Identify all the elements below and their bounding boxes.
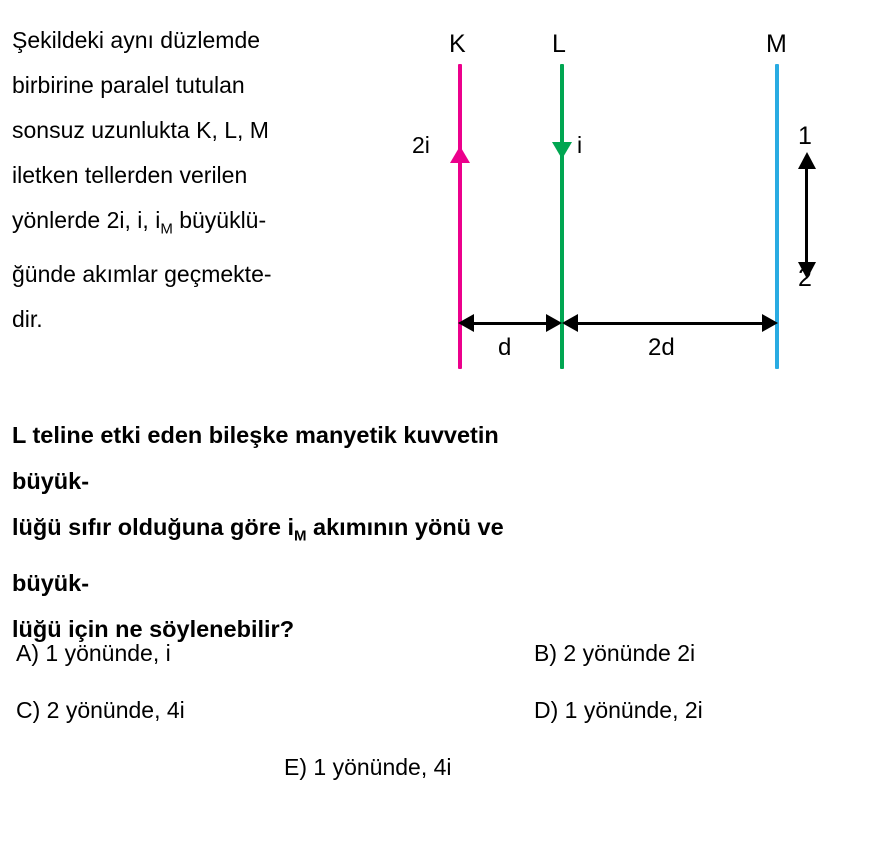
intro-line-5-suffix: büyüklü- bbox=[172, 207, 267, 233]
current-label-k: 2i bbox=[412, 132, 430, 158]
arrow-left-icon-2d bbox=[562, 314, 578, 332]
answer-options bbox=[12, 640, 860, 811]
question-line-2 bbox=[12, 504, 572, 606]
wire-label-l: L bbox=[552, 30, 566, 58]
option-e[interactable]: E) 1 yönünde, 4i bbox=[284, 754, 452, 780]
arrow-right-icon-2d bbox=[762, 314, 778, 332]
intro-line-5-prefix: yönlerde 2i, i, i bbox=[12, 207, 161, 233]
intro-line-2: birbirine paralel tutulan bbox=[12, 72, 245, 98]
question-line-2-subscript: M bbox=[294, 527, 307, 545]
current-arrow-up-icon-k bbox=[450, 146, 470, 163]
direction-marker-1: 1 bbox=[798, 122, 812, 150]
option-row-2 bbox=[12, 697, 860, 754]
option-c[interactable]: C) 2 yönünde, 4i bbox=[16, 697, 185, 723]
intro-line-7: dir. bbox=[12, 305, 43, 332]
current-arrow-down-icon-l bbox=[552, 142, 572, 159]
intro-line-4: iletken tellerden verilen bbox=[12, 162, 248, 188]
option-d[interactable]: D) 1 yönünde, 2i bbox=[534, 697, 703, 723]
intro-line-5-subscript: M bbox=[160, 220, 173, 238]
intro-line-1: Şekildeki aynı düzlemde bbox=[12, 27, 261, 53]
intro-line-5 bbox=[12, 198, 412, 252]
arrow-up-icon-direction bbox=[798, 152, 816, 169]
intro-line-3: sonsuz uzunlukta K, L, M bbox=[12, 117, 269, 143]
current-label-l: i bbox=[577, 132, 583, 158]
distance-label-2d: 2d bbox=[648, 334, 675, 361]
distance-label-d: d bbox=[498, 334, 512, 361]
distance-line-d bbox=[468, 322, 552, 325]
wire-label-k: K bbox=[449, 30, 466, 58]
arrow-left-icon-d bbox=[458, 314, 474, 332]
physics-figure bbox=[412, 16, 860, 376]
question-line-1: L teline etki eden bileşke manyetik kuvvetin büyük- bbox=[12, 422, 499, 494]
option-row-3 bbox=[12, 754, 860, 811]
option-row-1 bbox=[12, 640, 860, 697]
arrow-down-icon-direction bbox=[798, 262, 816, 279]
intro-line-6: ğünde akımlar geçmekte- bbox=[12, 260, 272, 287]
distance-line-2d bbox=[572, 322, 768, 325]
wire-label-m: M bbox=[766, 30, 787, 58]
direction-marker-2: 2 bbox=[798, 264, 812, 292]
question-text bbox=[12, 412, 572, 652]
direction-axis-line bbox=[805, 168, 808, 263]
question-line-2-suffix: akımının yönü ve büyük- bbox=[12, 514, 504, 596]
option-a[interactable]: A) 1 yönünde, i bbox=[16, 640, 171, 666]
question-line-3: lüğü için ne söylenebilir? bbox=[12, 615, 295, 642]
intro-paragraph bbox=[12, 18, 412, 342]
question-line-2-prefix: lüğü sıfır olduğuna göre i bbox=[12, 514, 294, 540]
option-b[interactable]: B) 2 yönünde 2i bbox=[534, 640, 696, 666]
arrow-right-icon-d bbox=[546, 314, 562, 332]
